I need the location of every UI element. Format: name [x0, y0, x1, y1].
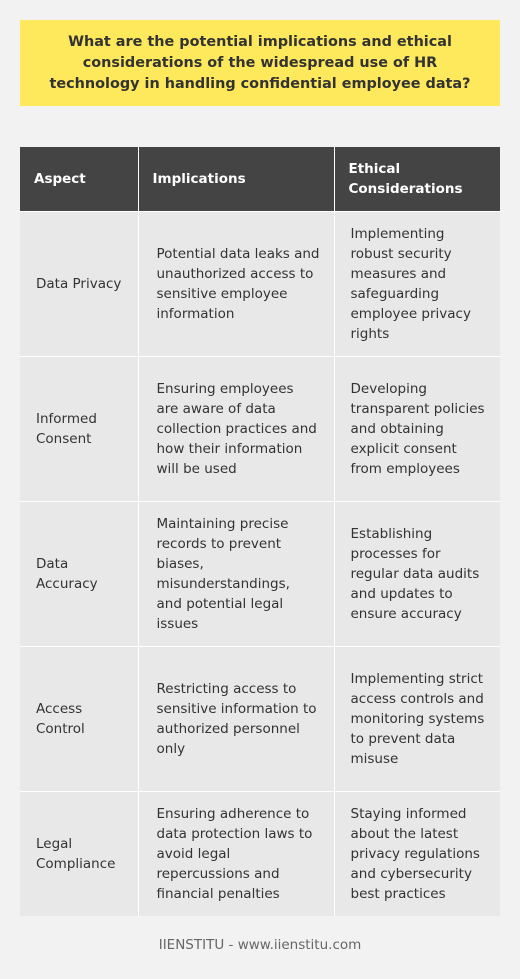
cell-ethical: Staying informed about the latest privacy regulations and cybersecurity best practices	[334, 791, 500, 916]
cell-implications: Restricting access to sensitive information to authorized personnel only	[138, 646, 334, 791]
table-row	[20, 501, 500, 646]
header-aspect: Aspect	[20, 147, 138, 211]
table-row	[20, 211, 500, 356]
cell-ethical: Implementing robust security measures and safeguarding employee privacy rights	[334, 211, 500, 356]
cell-implications: Ensuring employees are aware of data collection practices and how their information will be used	[138, 356, 334, 501]
page-title: What are the potential implications and ethical considerations of the widespread use of HR technology in handling confidential employee data?	[49, 33, 471, 92]
cell-ethical: Establishing processes for regular data audits and updates to ensure accuracy	[334, 501, 500, 646]
footer-credit: IIENSTITU - www.iienstitu.com	[158, 937, 362, 953]
header-ethical-considerations: Ethical Considerations	[334, 147, 500, 211]
table-row	[20, 356, 500, 501]
header-implications: Implications	[138, 147, 334, 211]
cell-implications: Potential data leaks and unauthorized access to sensitive employee information	[138, 211, 334, 356]
table-header-row	[20, 147, 500, 211]
cell-aspect: Access Control	[20, 646, 138, 791]
cell-implications: Ensuring adherence to data protection laws to avoid legal repercussions and financial penalties	[138, 791, 334, 916]
cell-aspect: Legal Compliance	[20, 791, 138, 916]
table-row	[20, 646, 500, 791]
table-row	[20, 791, 500, 916]
cell-implications: Maintaining precise records to prevent biases, misunderstandings, and potential legal issues	[138, 501, 334, 646]
cell-ethical: Implementing strict access controls and monitoring systems to prevent data misuse	[334, 646, 500, 791]
cell-ethical: Developing transparent policies and obtaining explicit consent from employees	[334, 356, 500, 501]
cell-aspect: Informed Consent	[20, 356, 138, 501]
title-banner	[20, 20, 500, 106]
cell-aspect: Data Accuracy	[20, 501, 138, 646]
comparison-table	[20, 147, 500, 916]
cell-aspect: Data Privacy	[20, 211, 138, 356]
